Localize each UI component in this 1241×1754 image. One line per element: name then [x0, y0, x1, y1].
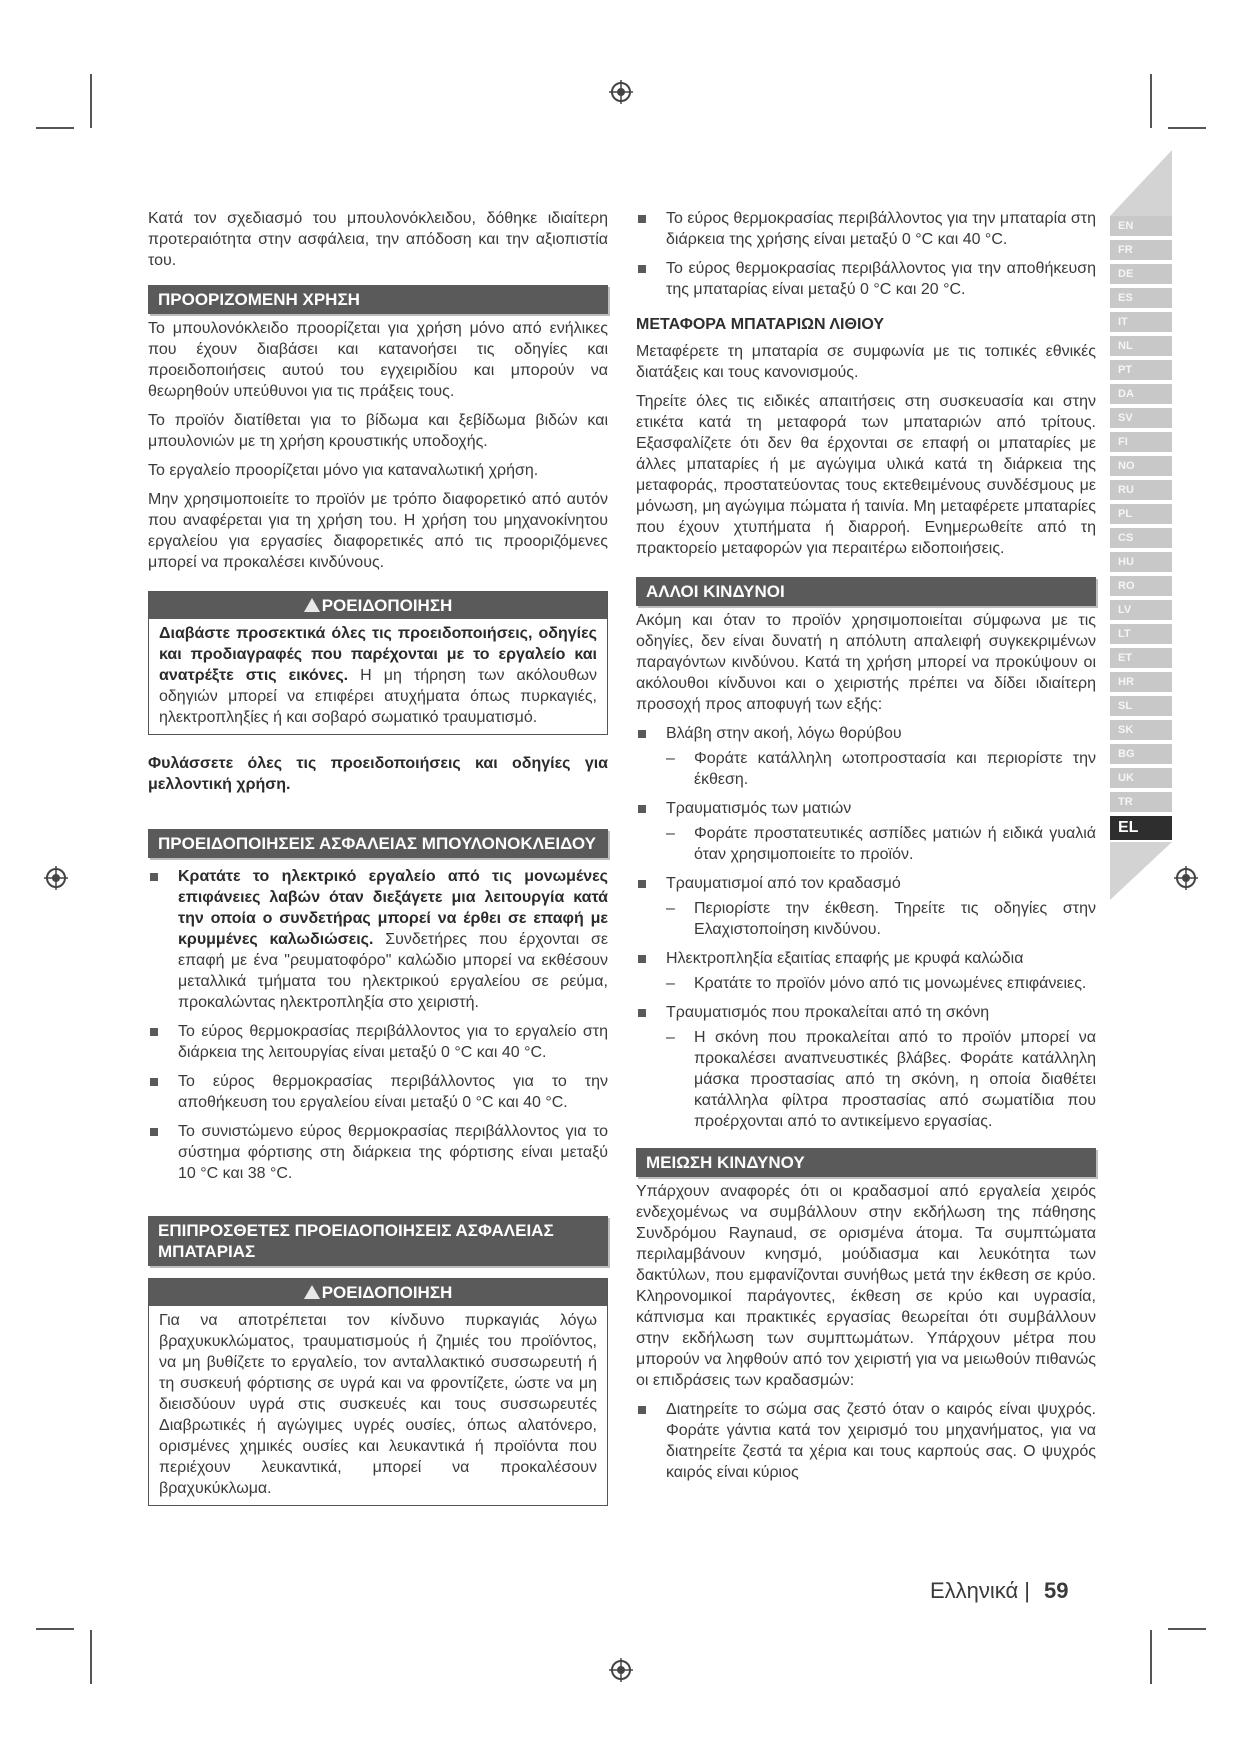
language-tab-it: IT: [1110, 312, 1172, 332]
page-number: 59: [1043, 1578, 1069, 1603]
registration-mark-icon: [609, 1658, 633, 1682]
language-tab-pl: PL: [1110, 504, 1172, 524]
intended-use-header: ΠΡΟΟΡΙΖΟΜΕΝΗ ΧΡΗΣΗ: [148, 285, 608, 314]
language-tab-cs: CS: [1110, 528, 1172, 548]
list-item: [148, 866, 608, 1013]
crop-mark: [1150, 1630, 1152, 1684]
crop-mark: [1150, 74, 1152, 128]
crop-mark: [36, 1628, 74, 1630]
transport-p1: Μεταφέρετε τη μπαταρία σε συμφωνία με τις τοπικές εθνικές διατάξεις και τους κανονισμούς.: [636, 343, 1096, 381]
list-item: Το εύρος θερμοκρασίας περιβάλλοντος για το την αποθήκευση του εργαλείου είναι μεταξύ 0 °C και 40 °C.: [148, 1071, 608, 1113]
language-strip: [1110, 216, 1172, 844]
risk-measure: – Φοράτε προστατευτικές ασπίδες ματιών ή ειδικά γυαλιά όταν χρησιμοποιείτε το προϊόν.: [666, 823, 1096, 865]
language-tab-tr: TR: [1110, 792, 1172, 812]
warning-bold-text: Διαβάστε προσεκτικά όλες τις προειδοποιήσεις, οδηγίες και προδιαγραφές που παρέχονται με το εργαλείο και ανατρέξτε στις εικόνες.: [159, 625, 597, 684]
footer-separator: |: [1024, 1578, 1030, 1603]
registration-mark-icon: [1174, 866, 1198, 890]
language-tab-da: DA: [1110, 384, 1172, 404]
risk-title: Τραυματισμοί από τον κραδασμό: [666, 875, 901, 892]
risk-title: Τραυματισμός που προκαλείται από τη σκόνη: [666, 1004, 990, 1021]
safety-warnings-header: ΠΡΟΕΙΔΟΠΟΙΗΣΕΙΣ ΑΣΦΑΛΕΙΑΣ ΜΠΟΥΛΟΝΟΚΛΕΙΔΟΥ: [148, 829, 608, 858]
language-tab-pt: PT: [1110, 360, 1172, 380]
warning-body: [149, 1306, 607, 1505]
list-item: Το εύρος θερμοκρασίας περιβάλλοντος για την αποθήκευση της μπαταρίας είναι μεταξύ 0 °C και 20 °C.: [636, 258, 1096, 300]
crop-mark: [90, 1630, 92, 1684]
language-tab-de: DE: [1110, 264, 1172, 284]
warning-triangle-icon: [304, 598, 320, 612]
warning-text: Για να αποτρέπεται τον κίνδυνο πυρκαγιάς λόγω βραχυκυκλώματος, τραυματισμούς ή ζημιές του προϊόντος, να μη βυθίζετε το εργαλείο, τον ανταλλακτικό συσσωρευτή ή τη συσκευή φόρτισης σε υγρά και να φροντίζετε, ώστε να μη διεισδύουν υγρά στις συσκευές και τους συσσωρευτές Διαβρωτικές ή αγώγιμες υγρές ουσίες, όπως αλατόνερο, ορισμένες χημικές ουσίες και λευκαντικά ή προϊόντα που περιέχουν λευκαντικά, μπορεί να προκαλέσουν βραχυκύκλωμα.: [159, 1312, 597, 1497]
intended-use-p1: Το μπουλονόκλειδο προορίζεται για χρήση μόνο από ενήλικες που έχουν διαβάσει και κατανοήσει τις οδηγίες και προειδοποιήσεις αυτού του εγχειριδίου και μπορούν να θεωρηθούν υπεύθυνοι για τις πράξεις τους.: [148, 320, 608, 400]
warning-body: [149, 619, 607, 734]
other-risks-p1: Ακόμη και όταν το προϊόν χρησιμοποιείται σύμφωνα με τις οδηγίες, δεν είναι δυνατή η απόλυτη απαλειφή συγκεκριμένων παραγόντων κινδύνου. Κατά τη χρήση μπορεί να προκύψουν οι ακόλουθοι κίνδυνοι και ο χειριστής πρέπει να δίδει ιδιαίτερη προσοχή προς αποφυγή των εξής:: [636, 612, 1096, 713]
language-tab-lt: LT: [1110, 624, 1172, 644]
warning-title-text: ΡΟΕΙΔΟΠΟΙΗΣΗ: [321, 1283, 453, 1302]
crop-mark: [90, 74, 92, 128]
language-strip-top: [1110, 150, 1172, 216]
risk-reduction-p1: Υπάρχουν αναφορές ότι οι κραδασμοί από εργαλεία χειρός ενδεχομένως να συμβάλλουν στην εκδήλωση της πάθησης Συνδρόμου Raynaud, σε ορισμένα άτομα. Τα συμπτώματα περιλαμβάνουν κνησμό, μούδιασμα και λευκότητα των δακτύλων, που εμφανίζονται συνήθως μετά την έκθεση σε κρύο. Κληρονομικοί παράγοντες, έκθεση σε κρύο και υγρασία, κάπνισμα και πρακτικές εργασίας θεωρείται ότι συμβάλλουν στην εκδήλωση των συμπτωμάτων. Υπάρχουν μέτρα που μπορούν να ληφθούν από τον χειριστή για να μειωθούν πιθανώς οι επιδράσεις των κραδασμών:: [636, 1183, 1096, 1389]
risk-title: Βλάβη στην ακοή, λόγω θορύβου: [666, 725, 902, 742]
battery-safety-header: ΕΠΙΠΡΟΣΘΕΤΕΣ ΠΡΟΕΙΔΟΠΟΙΗΣΕΙΣ ΑΣΦΑΛΕΙΑΣ ΜΠΑΤΑΡΙΑΣ: [148, 1216, 608, 1266]
crop-mark: [1168, 127, 1206, 129]
list-item: Διατηρείτε το σώμα σας ζεστό όταν ο καιρός είναι ψυχρός. Φοράτε γάντια κατά τον χειρισμό του μηχανήματος, για να διατηρείτε ζεστά τα χέρια και τους καρπούς σας. Ο ψυχρός καιρός είναι κύριος: [636, 1399, 1096, 1483]
warning-box: [148, 1278, 608, 1506]
safety-text: Συνδετήρες που έρχονται σε επαφή με ένα "ρευματοφόρο" καλώδιο μπορεί να εκθέσουν μεταλλικά τμήματα του ηλεκτρικού εργαλείου σε ρεύμα, προκαλώντας ηλεκτροπληξία στο χειριστή.: [178, 931, 609, 1011]
list-item: [636, 798, 1096, 865]
warning-box: [148, 591, 608, 735]
language-tab-nl: NL: [1110, 336, 1172, 356]
language-tab-sv: SV: [1110, 408, 1172, 428]
risk-reduction-list: [636, 1399, 1096, 1483]
warning-triangle-icon: [304, 1285, 320, 1299]
language-tab-es: ES: [1110, 288, 1172, 308]
language-tab-hu: HU: [1110, 552, 1172, 572]
language-tab-et: ET: [1110, 648, 1172, 668]
risk-measure: – Περιορίστε την έκθεση. Τηρείτε τις οδηγίες στην Ελαχιστοποίηση κινδύνου.: [666, 898, 1096, 940]
risk-measure: – Η σκόνη που προκαλείται από το προϊόν μπορεί να προκαλέσει αναπνευστικές βλάβες. Φοράτε κατάλληλη μάσκα προστασίας από τη σκόνη, η οποία διαθέτει κατάλληλα φίλτρα προστασίας από σωματίδια που προέρχονται από το αντικείμενο εργασίας.: [666, 1027, 1096, 1132]
language-tab-uk: UK: [1110, 768, 1172, 788]
intended-use-p4: Μην χρησιμοποιείτε το προϊόν με τρόπο διαφορετικό από αυτόν που αναφέρεται για τη χρήση του. Η χρήση του μηχανοκίνητου εργαλείου για εργασίες διαφορετικές από τις προοριζόμενες μπορεί να προκαλέσει κινδύνους.: [148, 491, 608, 571]
warning-title: [149, 592, 607, 619]
risk-measure: – Κρατάτε το προϊόν μόνο από τις μονωμένες επιφάνειες.: [666, 973, 1096, 994]
list-item: Το συνιστώμενο εύρος θερμοκρασίας περιβάλλοντος για το σύστημα φόρτισης στη διάρκεια της φόρτισης είναι μεταξύ 10 °C και 38 °C.: [148, 1121, 608, 1184]
language-tab-hr: HR: [1110, 672, 1172, 692]
transport-p2: Τηρείτε όλες τις ειδικές απαιτήσεις στη συσκευασία και στην ετικέτα κατά τη μεταφορά των μπαταριών από τρίτους. Εξασφαλίζετε ότι δεν θα έρχονται σε επαφή οι μπαταρίες με άλλες μπαταρίες ή με αγώγιμα υλικά κατά τη διάρκεια της μεταφοράς, προστατεύοντας τους εκτεθειμένους συνδέσμους με μόνωση, μη αγώγιμα πώματα ή ταινία. Μη μεταφέρετε μπαταρίες που έχουν χτυπήματα ή διαρροή. Ενημερωθείτε από τη πρακτορείο μεταφορών για περαιτέρω ειδοποιήσεις.: [636, 393, 1096, 557]
other-risks-header: ΑΛΛΟΙ ΚΙΝΔΥΝΟΙ: [636, 577, 1096, 606]
intended-use-p3: Το εργαλείο προορίζεται μόνο για καταναλωτική χρήση.: [148, 462, 539, 479]
risk-title: Ηλεκτροπληξία εξαιτίας επαφής με κρυφά καλώδια: [666, 950, 1024, 967]
left-column: [148, 208, 608, 1518]
intro-text: Κατά τον σχεδιασμό του μπουλονόκλειδου, δόθηκε ιδιαίτερη προτεραιότητα στην ασφάλεια, την απόδοση και την αξιοπιστία του.: [148, 210, 608, 269]
intended-use-p2: Το προϊόν διατίθεται για το βίδωμα και ξεβίδωμα βιδών και μπουλονιών με τη χρήση κρουστικής υποδοχής.: [148, 412, 608, 450]
language-strip-bottom: [1110, 842, 1172, 900]
page-footer: [930, 1578, 1068, 1604]
list-item: [636, 873, 1096, 940]
registration-mark-icon: [44, 866, 68, 890]
language-tab-lv: LV: [1110, 600, 1172, 620]
crop-mark: [1168, 1628, 1206, 1630]
language-tab-en: EN: [1110, 216, 1172, 236]
language-tab-ru: RU: [1110, 480, 1172, 500]
language-tab-fr: FR: [1110, 240, 1172, 260]
language-tab-no: NO: [1110, 456, 1172, 476]
list-item: Το εύρος θερμοκρασίας περιβάλλοντος για την μπαταρία στη διάρκεια της χρήσης είναι μεταξύ 0 °C και 40 °C.: [636, 208, 1096, 250]
risk-reduction-header: ΜΕΙΩΣΗ ΚΙΝΔΥΝΟΥ: [636, 1148, 1096, 1177]
language-tab-ro: RO: [1110, 576, 1172, 596]
crop-mark: [36, 127, 74, 129]
keep-instructions-note: Φυλάσσετε όλες τις προειδοποιήσεις και οδηγίες για μελλοντική χρήση.: [148, 755, 608, 793]
warning-text: Η μη τήρηση των ακόλουθων οδηγιών μπορεί να επιφέρει ατυχήματα όπως πυρκαγιές, ηλεκτροπληξίες ή και σοβαρό σωματικό τραυματισμό.: [159, 667, 598, 726]
language-tab-sk: SK: [1110, 720, 1172, 740]
registration-mark-icon: [609, 80, 633, 104]
safety-warnings-list: [148, 866, 608, 1184]
language-tab-fi: FI: [1110, 432, 1172, 452]
safety-bold-text: Κρατάτε το ηλεκτρικό εργαλείο από τις μονωμένες επιφάνειες λαβών όταν διεξάγετε μια λειτουργία κατά την οποία ο συνδετήρας μπορεί να έρθει σε επαφή με κρυμμένες καλωδιώσεις.: [178, 868, 608, 948]
list-item: Το εύρος θερμοκρασίας περιβάλλοντος για το εργαλείο στη διάρκεια της λειτουργίας είναι μεταξύ 0 °C και 40 °C.: [148, 1021, 608, 1063]
language-tab-bg: BG: [1110, 744, 1172, 764]
list-item: [636, 948, 1096, 994]
risk-title: Τραυματισμός των ματιών: [666, 800, 852, 817]
warning-title-text: ΡΟΕΙΔΟΠΟΙΗΣΗ: [321, 596, 453, 615]
right-column: [636, 208, 1096, 1491]
language-tab-el: EL: [1110, 816, 1172, 840]
risk-measure: – Φοράτε κατάλληλη ωτοπροστασία και περιορίστε την έκθεση.: [666, 748, 1096, 790]
footer-language: Ελληνικά: [930, 1578, 1019, 1603]
battery-temp-list: [636, 208, 1096, 300]
transport-header: ΜΕΤΑΦΟΡΑ ΜΠΑΤΑΡΙΩΝ ΛΙΘΙΟΥ: [636, 316, 885, 333]
list-item: [636, 1002, 1096, 1132]
other-risks-list: [636, 723, 1096, 1132]
list-item: [636, 723, 1096, 790]
warning-title: [149, 1279, 607, 1306]
language-tab-sl: SL: [1110, 696, 1172, 716]
